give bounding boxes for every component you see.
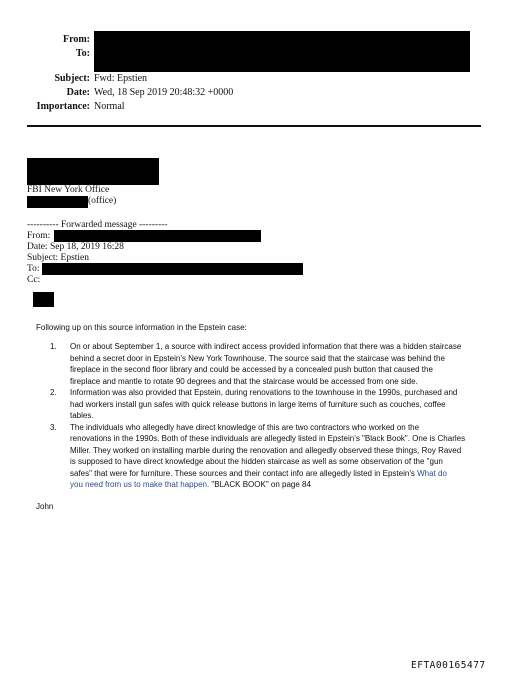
list-item-line: tables.	[70, 411, 94, 420]
subject-value: Fwd: Epstien	[94, 73, 148, 84]
redaction-forwarded-from	[54, 230, 261, 242]
list-item	[36, 387, 488, 422]
closing-signature: John	[36, 502, 54, 511]
list-item	[36, 341, 488, 387]
office-phone-suffix: (office)	[88, 196, 117, 206]
black-book-reference: "BLACK BOOK" on page 84	[209, 480, 311, 489]
importance-value: Normal	[94, 101, 125, 112]
redaction-name	[27, 158, 159, 185]
list-item-line: is supposed to have direct knowledge about the hidden staircase as well as some observation of the "gun	[70, 457, 443, 466]
source-info-list	[36, 341, 488, 491]
list-item-number: 2.	[50, 388, 57, 397]
from-label: From:	[62, 34, 90, 45]
list-item-number: 3.	[50, 422, 57, 432]
header-divider	[27, 125, 481, 127]
date-label: Date:	[66, 87, 90, 98]
redaction-from-to	[94, 31, 470, 72]
redaction-phone	[27, 196, 88, 208]
body-intro: Following up on this source information in the Epstein case:	[36, 323, 247, 332]
list-item-line: fireplace in the second floor library and could be accessed by a concealed push button that caused the	[70, 365, 433, 374]
list-item-line: had workers install gun safes with quick release buttons in large items of furniture such as couches, coffee	[70, 399, 446, 409]
redaction-greeting	[33, 292, 54, 307]
inline-link[interactable]: you need from us to make that happen.	[70, 480, 210, 489]
to-label: To:	[75, 48, 90, 59]
forwarded-subject: Subject: Epstien	[27, 253, 90, 263]
importance-label: Importance:	[36, 101, 90, 112]
forwarded-date: Date: Sep 18, 2019 16:28	[27, 242, 124, 252]
list-item-line-text: safes" that were for furniture. These sources and their contact info are allegedly listed in Epstein's	[70, 468, 415, 478]
date-value: Wed, 18 Sep 2019 20:48:32 +0000	[94, 87, 234, 98]
office-name: FBI New York Office	[27, 185, 110, 195]
list-item-line: Information was also provided that Epstein, during renovations to the townhouse in the 1990s, purchased and	[70, 388, 458, 397]
list-item-number: 1.	[50, 342, 57, 351]
list-item-line	[70, 479, 488, 491]
forwarded-cc-label: Cc:	[27, 275, 41, 285]
forwarded-divider: ---------- Forwarded message ---------	[27, 220, 168, 230]
list-item-line: renovations in the 1990s. Both of these individuals are allegedly listed in Epstein’s "Black Book". One is Charles	[70, 434, 466, 443]
redaction-forwarded-to	[42, 263, 303, 275]
subject-label: Subject:	[54, 73, 90, 84]
list-item-line: Miller. They worked on installing marble during the renovation and allegedly observed these things, Roy Raved	[70, 445, 462, 455]
list-item	[36, 422, 488, 491]
inline-link-tail[interactable]: What do	[417, 468, 447, 478]
list-item-line: On or about September 1, a source with indirect access provided information that there was a hidden staircase	[70, 342, 462, 351]
list-item-line	[70, 468, 488, 480]
list-item-line: fireplace and mantle to rotate 90 degrees and that the staircase would be accessed from one side.	[70, 376, 418, 386]
list-item-line: behind a secret door in Epstein’s New York Townhouse. The source said that the staircase was behind the	[70, 353, 445, 363]
forwarded-to-label: To:	[27, 264, 40, 274]
list-item-line: The individuals who allegedly have direct knowledge of this are two contractors who worked on the	[70, 422, 420, 432]
bates-number: EFTA00165477	[411, 660, 486, 671]
forwarded-from-label: From:	[27, 231, 51, 241]
